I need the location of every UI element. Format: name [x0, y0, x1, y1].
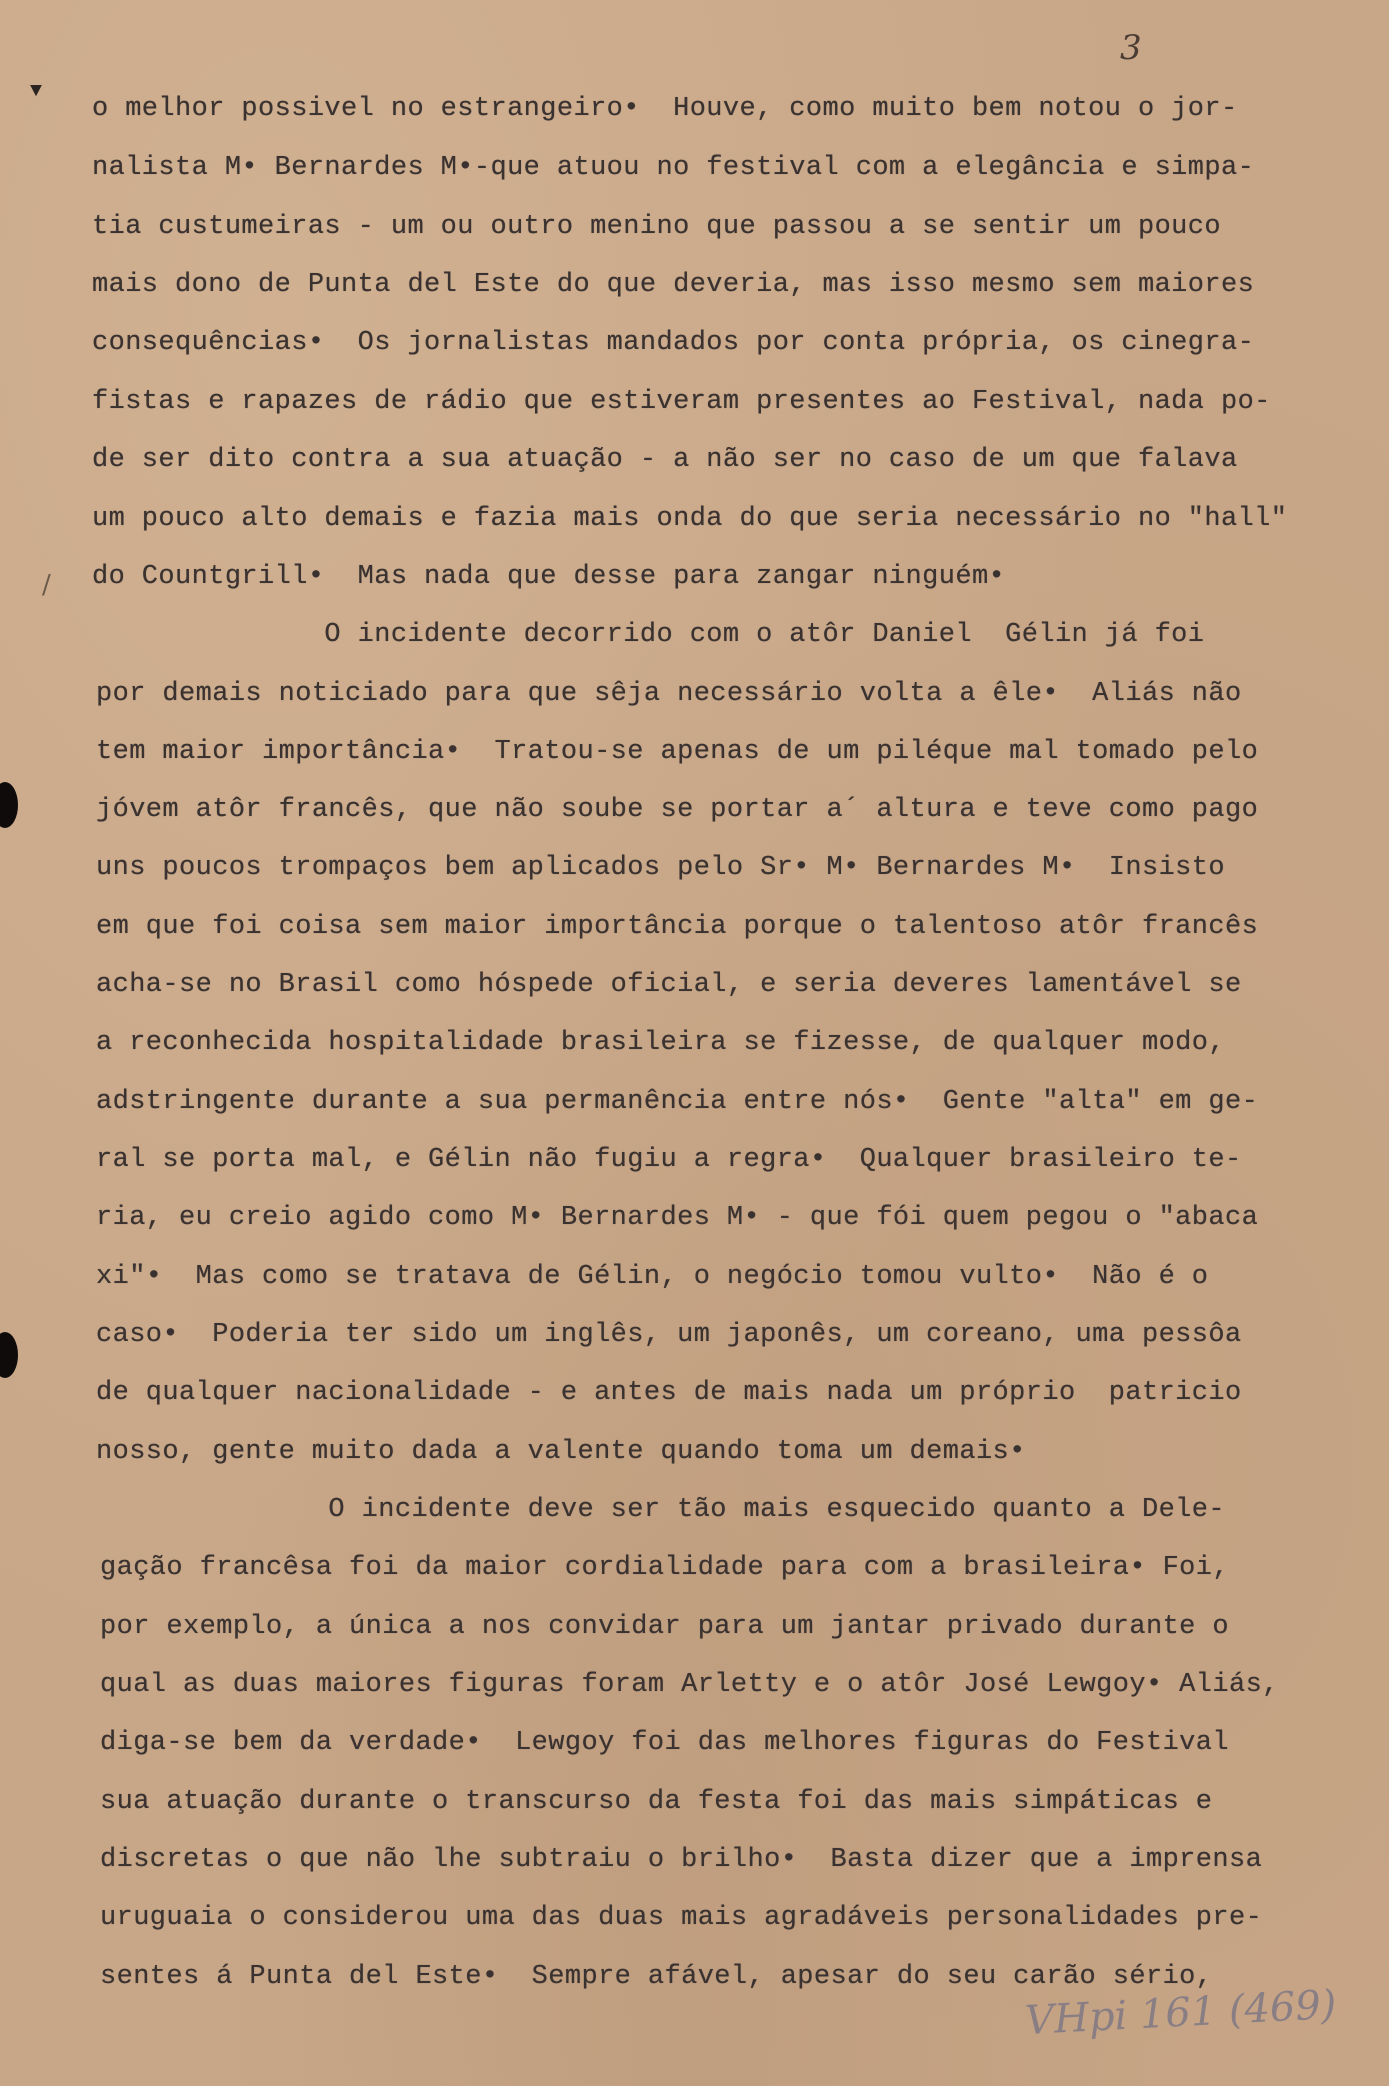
text-line: de ser dito contra a sua atuação - a não ser no caso de um que falava: [92, 445, 1238, 475]
margin-slash-mark: /: [42, 570, 51, 600]
page-number: 3: [1120, 28, 1142, 68]
text-line: ral se porta mal, e Gélin não fugiu a regra• Qualquer brasileiro te-: [96, 1145, 1242, 1175]
text-line: em que foi coisa sem maior importância porque o talentoso atôr francês: [96, 912, 1259, 942]
text-line: a reconhecida hospitalidade brasileira se fizesse, de qualquer modo,: [96, 1028, 1225, 1058]
text-line: xi"• Mas como se tratava de Gélin, o negócio tomou vulto• Não é o: [96, 1262, 1209, 1292]
text-line: tia custumeiras - um ou outro menino que passou a se sentir um pouco: [92, 212, 1221, 242]
punch-hole-bottom: [0, 1332, 18, 1378]
text-line: o melhor possivel no estrangeiro• Houve, como muito bem notou o jor-: [92, 94, 1238, 124]
text-line: consequências• Os jornalistas mandados por conta própria, os cinegra-: [92, 328, 1255, 358]
text-line: caso• Poderia ter sido um inglês, um japonês, um coreano, uma pessôa: [96, 1320, 1242, 1350]
text-line: sua atuação durante o transcurso da festa foi das mais simpáticas e: [100, 1787, 1213, 1817]
paragraph-start-line: O incidente decorrido com o atôr Daniel Gélin já foi: [92, 620, 1205, 650]
text-line: mais dono de Punta del Este do que deveria, mas isso mesmo sem maiores: [92, 270, 1255, 300]
text-line: um pouco alto demais e fazia mais onda do que seria necessário no "hall": [92, 504, 1288, 534]
margin-arrow-mark: ▼: [30, 80, 43, 103]
text-line: do Countgrill• Mas nada que desse para zangar ninguém•: [92, 562, 1006, 592]
text-line: ria, eu creio agido como M• Bernardes M• - que fói quem pegou o "abaca: [96, 1203, 1259, 1233]
text-line: gação francêsa foi da maior cordialidade para com a brasileira• Foi,: [100, 1553, 1229, 1583]
text-line: fistas e rapazes de rádio que estiveram presentes ao Festival, nada po-: [92, 387, 1271, 417]
archive-reference-note: VHpi 161 (469): [1024, 1981, 1338, 2045]
text-line: por demais noticiado para que sêja necessário volta a êle• Aliás não: [96, 679, 1242, 709]
text-line: nalista M• Bernardes M•-que atuou no festival com a elegância e simpa-: [92, 153, 1255, 183]
text-line: adstringente durante a sua permanência entre nós• Gente "alta" em ge-: [96, 1087, 1259, 1117]
text-line: sentes á Punta del Este• Sempre afável, apesar do seu carão sério,: [100, 1962, 1213, 1992]
text-line: acha-se no Brasil como hóspede oficial, e seria deveres lamentável se: [96, 970, 1242, 1000]
text-line: de qualquer nacionalidade - e antes de mais nada um próprio patricio: [96, 1378, 1242, 1408]
text-line: uruguaia o considerou uma das duas mais agradáveis personalidades pre-: [100, 1903, 1263, 1933]
text-line: nosso, gente muito dada a valente quando toma um demais•: [96, 1437, 1026, 1467]
text-line: uns poucos trompaços bem aplicados pelo Sr• M• Bernardes M• Insisto: [96, 853, 1225, 883]
text-line: tem maior importância• Tratou-se apenas de um piléque mal tomado pelo: [96, 737, 1259, 767]
punch-hole-top: [0, 782, 18, 828]
text-line: jóvem atôr francês, que não soube se portar a´ altura e teve como pago: [96, 795, 1259, 825]
text-line: qual as duas maiores figuras foram Arletty e o atôr José Lewgoy• Aliás,: [100, 1670, 1279, 1700]
paragraph-start-line: O incidente deve ser tão mais esquecido quanto a Dele-: [96, 1495, 1225, 1525]
text-line: discretas o que não lhe subtraiu o brilho• Basta dizer que a imprensa: [100, 1845, 1263, 1875]
text-line: diga-se bem da verdade• Lewgoy foi das melhores figuras do Festival: [100, 1728, 1229, 1758]
text-line: por exemplo, a única a nos convidar para um jantar privado durante o: [100, 1612, 1229, 1642]
